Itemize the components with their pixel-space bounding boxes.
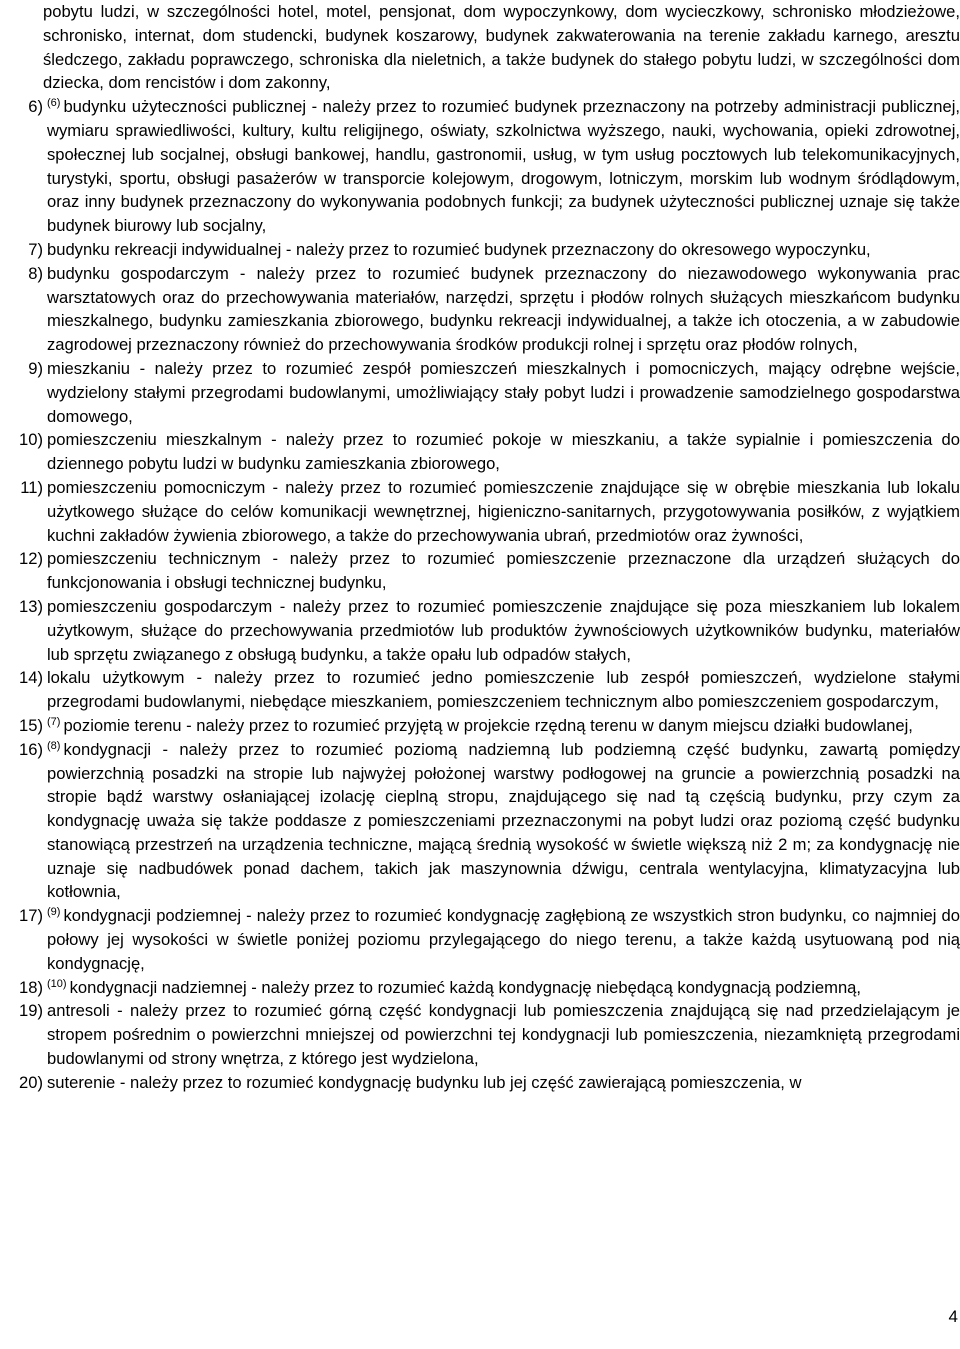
item-text: pomieszczeniu technicznym - należy przez to rozumieć pomieszczenie przeznaczone dla urządzeń służących do funkcjonowania i obsługi technicznej budynku, xyxy=(47,549,960,593)
footnote-ref: (10) xyxy=(47,977,67,990)
item-text-block xyxy=(43,976,960,1000)
item-text-block xyxy=(43,95,960,238)
item-number: 14) xyxy=(19,668,43,688)
page-number: 4 xyxy=(948,1307,958,1326)
item-number: 12) xyxy=(19,549,43,569)
intro-continuation: pobytu ludzi, w szczególności hotel, motel, pensjonat, dom wypoczynkowy, dom wycieczkowy, schronisko młodzieżowe, schronisko, internat, dom studencki, budynek koszarowy, budynek zakwaterowania na terenie zakładu karnego, aresztu śledczego, zakładu poprawczego, schroniska dla nieletnich, a także budynek do stałego pobytu ludzi, w szczególności dom dziecka, dom rencistów i dom zakonny, xyxy=(43,2,960,93)
item-text: budynku gospodarczym - należy przez to rozumieć budynek przeznaczony do niezawodowego wykonywania prac warsztatowych oraz do przechowywania materiałów, narzędzi, sprzętu i płodów rolnych służących mieszkańcom budynku mieszkalnego, budynku zamieszkania zbiorowego, budynku rekreacji indywidualnej, a także ich otoczenia, a w zabudowie zagrodowej przeznaczony również do przechowywania środków produkcji rolnej i sprzętu oraz płodów rolnych, xyxy=(47,263,960,355)
definition-item xyxy=(0,714,960,738)
item-text: poziomie terenu - należy przez to rozumieć przyjętą w projekcie rzędną terenu w danym miejscu działki budowlanej, xyxy=(63,715,913,735)
item-number: 19) xyxy=(19,1001,43,1021)
item-text-block xyxy=(43,666,960,714)
item-text: kondygnacji - należy przez to rozumieć poziomą nadziemną lub podziemną część budynku, zawartą pomiędzy powierzchnią posadzki na stropie lub najwyżej położonej warstwy podłogowej na gruncie a powierzchnią posadzki na stropie bądź warstwy osłaniającej izolację cieplną stropu, znajdującego się nad tą częścią budynku, przy czym za kondygnację uważa się także poddasze z pomieszczeniami przeznaczonymi na pobyt ludzi oraz poziomą część budynku stanowiącą przestrzeń na urządzenia techniczne, mającą średnią wysokość w świetle większą niż 2 m; za kondygnację nie uznaje się nadbudówek ponad dachem, takich jak maszynownia dźwigu, centrala wentylacyjna, klimatyzacyjna lub kotłownia, xyxy=(47,739,960,902)
item-number: 15) xyxy=(19,715,43,735)
definition-item xyxy=(0,666,960,714)
item-number: 9) xyxy=(28,358,43,378)
definition-list xyxy=(0,95,960,1094)
definition-item xyxy=(0,357,960,428)
definition-item xyxy=(0,476,960,547)
definition-item xyxy=(0,95,960,238)
item-text: lokalu użytkowym - należy przez to rozumieć jedno pomieszczenie lub zespół pomieszczeń, wydzielone stałymi przegrodami budowlanymi, niebędące mieszkaniem, pomieszczeniem technicznym albo pomieszczeniem gospodarczym, xyxy=(47,668,960,712)
item-text-block xyxy=(43,357,960,428)
definition-item xyxy=(0,999,960,1070)
definition-item xyxy=(0,904,960,975)
item-number: 10) xyxy=(19,430,43,450)
definition-item xyxy=(0,547,960,595)
item-number: 20) xyxy=(19,1072,43,1092)
definition-item xyxy=(0,262,960,357)
item-number: 16) xyxy=(19,739,43,759)
item-text-block xyxy=(43,714,960,738)
item-text-block xyxy=(43,738,960,905)
item-text-block xyxy=(43,547,960,595)
footnote-ref: (9) xyxy=(47,906,61,919)
item-number: 11) xyxy=(20,477,43,497)
item-text-block xyxy=(43,262,960,357)
item-text: budynku użyteczności publicznej - należy przez to rozumieć budynek przeznaczony na potrzeby administracji publicznej, wymiaru sprawiedliwości, kultury, kultu religijnego, oświaty, szkolnictwa wyższego, nauki, wychowania, opieki zdrowotnej, społecznej lub socjalnej, obsługi bankowej, handlu, gastronomii, usług, w tym usług pocztowych lub telekomunikacyjnych, turystyki, sportu, obsługi pasażerów w transporcie kolejowym, drogowym, lotniczym, morskim lub wodnym śródlądowym, oraz inny budynek przeznaczony do wykonywania podobnych funkcji; za budynek użyteczności publicznej uznaje się także budynek biurowy lub socjalny, xyxy=(47,97,960,236)
item-number: 17) xyxy=(19,906,43,926)
footnote-ref: (7) xyxy=(47,715,61,728)
item-text: pomieszczeniu pomocniczym - należy przez to rozumieć pomieszczenie znajdujące się w obrębie mieszkania lub lokalu użytkowego służące do celów komunikacji wewnętrznej, higieniczno-sanitarnych, przygotowywania posiłków, z wyjątkiem kuchni zakładów żywienia zbiorowego, a także do przechowywania ubrań, przedmiotów oraz żywności, xyxy=(47,477,960,545)
item-text-block xyxy=(43,428,960,476)
item-number: 7) xyxy=(28,239,43,259)
item-text: budynku rekreacji indywidualnej - należy przez to rozumieć budynek przeznaczony do okresowego wypoczynku, xyxy=(47,239,871,259)
definition-item xyxy=(0,1071,960,1095)
item-text: mieszkaniu - należy przez to rozumieć zespół pomieszczeń mieszkalnych i pomocniczych, mający odrębne wejście, wydzielony stałymi przegrodami budowlanymi, umożliwiający stały pobyt ludzi i prowadzenie samodzielnego gospodarstwa domowego, xyxy=(47,358,960,426)
item-text-block xyxy=(43,476,960,547)
item-text: kondygnacji podziemnej - należy przez to rozumieć kondygnację zagłębioną ze wszystkich stron budynku, co najmniej do połowy jej wysokości w świetle poniżej poziomu przylegającego do niego terenu, a także każdą usytuowaną pod nią kondygnację, xyxy=(47,906,960,973)
definition-item xyxy=(0,428,960,476)
definition-item xyxy=(0,738,960,905)
item-text-block xyxy=(43,238,960,262)
item-text-block xyxy=(43,1071,960,1095)
footnote-ref: (8) xyxy=(47,739,61,752)
item-text: suterenie - należy przez to rozumieć kondygnację budynku lub jej część zawierającą pomieszczenia, w xyxy=(47,1072,802,1092)
item-text-block xyxy=(43,904,960,975)
item-number: 6) xyxy=(28,97,43,117)
item-number: 8) xyxy=(28,263,43,283)
item-text: antresoli - należy przez to rozumieć górną część kondygnacji lub pomieszczenia znajdującą się nad przedzielającym je stropem pośrednim o powierzchni mniejszej od powierzchni tej kondygnacji lub pomieszczenia, niezamkniętą przegrodami budowlanymi od strony wnętrza, z którego jest wydzielona, xyxy=(47,1001,960,1069)
item-number: 18) xyxy=(19,977,43,997)
item-text: kondygnacji nadziemnej - należy przez to rozumieć każdą kondygnację niebędącą kondygnacją podziemną, xyxy=(69,977,862,997)
definition-item xyxy=(0,238,960,262)
definition-item xyxy=(0,976,960,1000)
item-text: pomieszczeniu gospodarczym - należy przez to rozumieć pomieszczenie znajdujące się poza mieszkaniem lub lokalem użytkowym, służące do przechowywania przedmiotów lub produktów żywnościowych użytkowników budynku, materiałów lub sprzętu związanego z obsługą budynku, a także opału lub odpadów stałych, xyxy=(47,596,960,664)
footnote-ref: (6) xyxy=(47,97,61,110)
definition-item xyxy=(0,595,960,666)
item-text-block xyxy=(43,999,960,1070)
item-text-block xyxy=(43,595,960,666)
item-text: pomieszczeniu mieszkalnym - należy przez to rozumieć pokoje w mieszkaniu, a także sypialnie i pomieszczenia do dziennego pobytu ludzi w budynku zamieszkania zbiorowego, xyxy=(47,430,960,474)
item-number: 13) xyxy=(19,596,43,616)
